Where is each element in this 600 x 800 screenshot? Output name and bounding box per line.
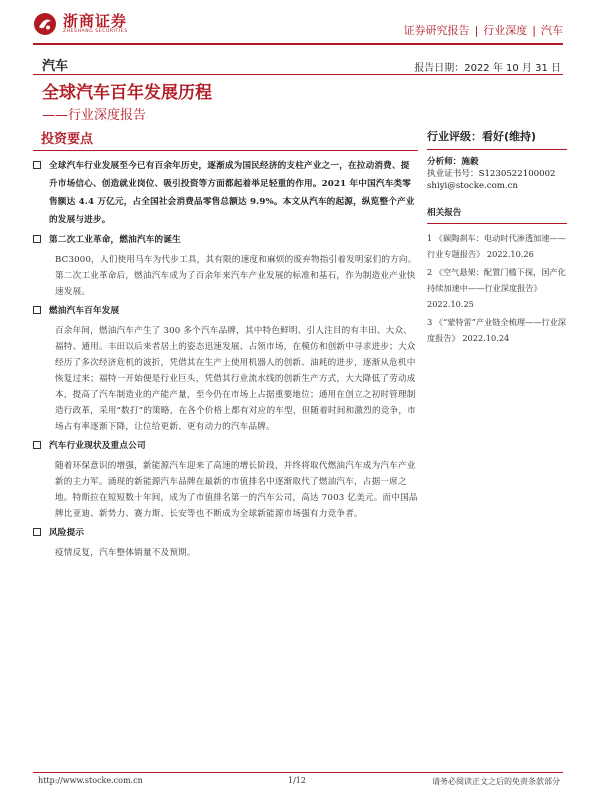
point-body: BC3000，人们使用马车为代步工具，其有限的速度和麻烦的废弃物指引着发明家们的方向。第二次工业革命后，燃油汽车成为了百余年来汽车产业发展的标准和基石，作为制造业产业快速发展。 bbox=[55, 255, 417, 297]
point-heading-row bbox=[33, 437, 418, 455]
investment-highlights bbox=[33, 128, 418, 563]
header-divider bbox=[33, 43, 563, 45]
report-title: 全球汽车百年发展历程 bbox=[42, 83, 212, 103]
industry-tag: 汽车 bbox=[42, 59, 69, 74]
point-heading-row bbox=[33, 231, 418, 249]
analyst-name: 施毅 bbox=[461, 157, 479, 167]
point-heading-row bbox=[33, 302, 418, 320]
summary-point bbox=[33, 157, 418, 229]
sidebar-divider bbox=[427, 223, 567, 224]
logo-emblem-icon bbox=[33, 12, 57, 36]
square-bullet-icon bbox=[33, 306, 41, 314]
summary-text: 全球汽车行业发展至今已有百余年历史，逐渐成为国民经济的支柱产业之一，在拉动消费、提升市场信心、创造就业岗位、吸引投资等方面都起着举足轻重的作用。2021 年中国汽车类零售额达 4.4 万亿元，占全国社会消费品零售总额达 9.9%。本文从汽车的起源，纵览整个产业的发展与进步。 bbox=[49, 161, 415, 225]
square-bullet-icon bbox=[33, 441, 41, 449]
point-body: 随着环保意识的增强，新能源汽车迎来了高速的增长阶段，并终将取代燃油汽车成为汽车产业新的主力军。涌现的新能源汽车品牌在最新的市值排名中逐渐取代了燃油汽车，占据一席之地。特斯拉在短短数十年间，成为了市值排名第一的汽车公司，高达 7003 亿美元。而中国品牌比亚迪、新势力、赛力斯、长安等也不断成为全球新能源市场强有力竞争者。 bbox=[55, 461, 418, 519]
square-bullet-icon bbox=[33, 161, 41, 169]
related-report-item[interactable]: 1 《碳陶刹车：电动时代渗透加速——行业专题报告》 2022.10.26 bbox=[427, 233, 566, 259]
footer-disclaimer: 请务必阅读正文之后的免责条款部分 bbox=[432, 777, 560, 786]
point-heading: 风险提示 bbox=[49, 528, 85, 538]
analyst-label: 分析师： bbox=[427, 157, 462, 167]
report-classification bbox=[404, 22, 563, 38]
license-number: 执业证书号：S1230522100002 bbox=[427, 169, 556, 179]
logo-english-name: ZHESHANG SECURITIES bbox=[63, 29, 128, 34]
related-reports-title: 相关报告 bbox=[427, 208, 462, 218]
footer-url-link[interactable]: http://www.stocke.com.cn bbox=[38, 776, 143, 785]
report-category: 行业深度 bbox=[483, 24, 528, 37]
report-sidebar bbox=[427, 128, 567, 346]
logo-chinese-name: 浙商证券 bbox=[63, 12, 128, 30]
analyst-email[interactable]: shiyi@stocke.com.cn bbox=[427, 181, 518, 191]
report-date: 报告日期：2022 年 10 月 31 日 bbox=[414, 63, 561, 74]
point-body: 疫情反复，汽车整体销量不及预期。 bbox=[55, 548, 196, 558]
related-report-item[interactable]: 3 《“蒙特雷”产业链全梳理——行业深度报告》 2022.10.24 bbox=[427, 317, 566, 343]
separator: | bbox=[474, 24, 479, 37]
industry-rating: 行业评级：看好(维持) bbox=[427, 130, 537, 143]
point-heading: 燃油汽车百年发展 bbox=[49, 306, 120, 316]
brand-logo bbox=[33, 12, 128, 36]
report-type: 证券研究报告 bbox=[403, 24, 470, 37]
analyst-line bbox=[427, 156, 567, 168]
section-divider bbox=[33, 150, 418, 151]
point-body: 百余年间，燃油汽车产生了 300 多个汽车品牌，其中特色鲜明、引人注目的有丰田、大众、福特、通用。丰田以后来者居上的姿态迅速发展、占领市场，在模仿和创新中寻求进步；大众经历了多次经济危机的波折，凭借其在生产上使用机器人的创新、油耗的进步，逐渐从危机中恢复过来；福特一开始便是行业巨头，凭借其行业流水线的创新生产方式，大大降低了劳动成本，提高了汽车制造业的产能产量，至今仍在市场上占据重要地位；通用在创立之初时管理制造行政革，采用“数打”的策略，在各个价格上都有对应的车型，但随着时间和激烈的竞争，市场占有率逐渐下降，让位给更新、更有动力的汽车品牌。 bbox=[55, 326, 416, 432]
title-divider bbox=[33, 74, 563, 75]
report-industry: 汽车 bbox=[541, 24, 563, 37]
square-bullet-icon bbox=[33, 528, 41, 536]
report-subtitle: ——行业深度报告 bbox=[42, 108, 147, 123]
footer-divider bbox=[33, 772, 563, 773]
separator: | bbox=[532, 24, 536, 37]
point-heading-row bbox=[33, 524, 418, 542]
sidebar-divider bbox=[427, 149, 567, 150]
section-title: 投资要点 bbox=[41, 132, 94, 147]
related-report-item[interactable]: 2 《空气悬架：配置门槛下探，国产化持续加速中——行业深度报告》 2022.10.25 bbox=[427, 267, 566, 309]
point-heading: 汽车行业现状及重点公司 bbox=[49, 441, 146, 451]
point-heading: 第二次工业革命，燃油汽车的诞生 bbox=[49, 235, 181, 245]
square-bullet-icon bbox=[33, 235, 41, 243]
page-number: 1/12 bbox=[288, 776, 306, 785]
